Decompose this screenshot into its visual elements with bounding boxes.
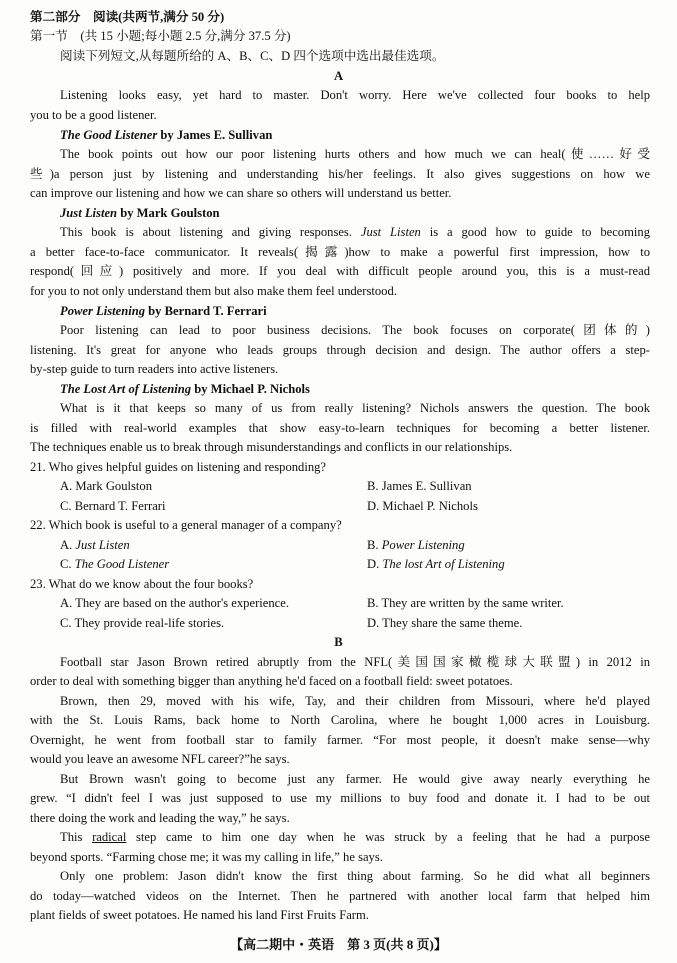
option-text: Just Listen <box>75 538 130 552</box>
passage-b-line: Football star Jason Brown retired abruptly from the NFL(美国国家橄榄球大联盟) in 2012 in <box>60 655 650 669</box>
book-title: Power Listening <box>60 304 146 318</box>
option-letter: A. <box>60 538 76 552</box>
underlined-word: radical <box>92 830 127 844</box>
question-stem: 21. Who gives helpful guides on listening and responding? <box>30 460 327 474</box>
answer-option[interactable] <box>367 536 465 556</box>
question-stem: 22. Which book is useful to a general manager of a company? <box>30 518 342 532</box>
answer-option[interactable] <box>60 536 130 556</box>
passage-b-line: with the St. Louis Rams, back home to North Carolina, where he bought 1,000 acres in Louisburg. <box>30 713 650 727</box>
option-letter: B. <box>367 538 382 552</box>
text-span: is a good how to guide to becoming <box>420 225 650 239</box>
passage-b-line: Only one problem: Jason didn't know the first thing about farming. So he did what all beginners <box>60 869 650 883</box>
book-text-line: can improve our listening and how we can share so others will understand us better. <box>30 186 452 200</box>
page-footer: 【高二期中・英语 第 3 页(共 8 页)】 <box>230 937 447 952</box>
intro-line-1: Listening looks easy, yet hard to master. Don't worry. Here we've collected four books to help <box>60 88 650 102</box>
book-heading <box>60 204 650 224</box>
book-title-inline: Just Listen <box>360 225 421 239</box>
passage-b-line: would you leave an awesome NFL career?”he says. <box>30 752 290 766</box>
passage-b-line: But Brown wasn't going to become just any farmer. He would give away nearly everything he <box>60 772 650 786</box>
passage-b-line <box>60 828 650 848</box>
passage-b-line: Brown, then 29, moved with his wife, Tay, and their children from Missouri, where he'd played <box>60 694 650 708</box>
book-text-line: by-step guide to turn readers into active listeners. <box>30 362 279 376</box>
book-heading <box>60 302 650 322</box>
book-text-line: respond(回应) positively and more. If you deal with difficult people around you, this is a must-read <box>30 264 650 278</box>
book-title: The Good Listener <box>60 128 158 142</box>
answer-option[interactable] <box>60 555 169 575</box>
option-letter: D. <box>367 557 383 571</box>
passage-b-line: grew. “I didn't feel I was just supposed to use my millions to buy food and donate it. I had to be out <box>30 791 650 805</box>
option-text: Power Listening <box>381 538 465 552</box>
passage-b-line: Overnight, he went from football star to family farmer. “For most people, it doesn't make sense—why <box>30 733 650 747</box>
book-author: by James E. Sullivan <box>157 128 273 142</box>
part-heading: 第二部分 阅读(共两节,满分 50 分) <box>30 10 225 24</box>
answer-option[interactable]: C. Bernard T. Ferrari <box>60 499 166 513</box>
passage-b-letter: B <box>334 635 343 649</box>
question-stem: 23. What do we know about the four books? <box>30 577 254 591</box>
book-text-line: is filled with real-world examples that show easy-to-learn techniques for becoming a better listener. <box>30 421 650 435</box>
section-heading: 第一节 (共 15 小题;每小题 2.5 分,满分 37.5 分) <box>30 29 291 43</box>
book-heading <box>60 380 650 400</box>
book-heading <box>60 126 650 146</box>
answer-option[interactable]: A. Mark Goulston <box>60 479 152 493</box>
book-text-line: a better face-to-face communicator. It reveals(揭露)how to make a powerful first impression, how to <box>30 245 650 259</box>
answer-option[interactable]: D. Michael P. Nichols <box>367 499 478 513</box>
book-text-line <box>60 223 650 243</box>
passage-a-letter: A <box>333 69 344 83</box>
book-text-line: The techniques enable us to break through misunderstandings and conflicts in our relationships. <box>30 440 513 454</box>
intro-line-2: you to be a good listener. <box>30 108 157 122</box>
text-span: step came to him one day when he was struck by a feeling that he had a purpose <box>126 830 650 844</box>
answer-option[interactable]: B. James E. Sullivan <box>367 479 472 493</box>
answer-option[interactable]: B. They are written by the same writer. <box>367 596 564 610</box>
option-text: The Good Listener <box>74 557 170 571</box>
answer-option[interactable]: A. They are based on the author's experience. <box>60 596 289 610</box>
book-author: by Mark Goulston <box>117 206 220 220</box>
text-span: This <box>60 830 93 844</box>
book-text-line: 些)a person just by listening and understanding his/her feelings. It also gives suggestions on how we <box>30 167 650 181</box>
answer-option[interactable] <box>367 555 505 575</box>
instruction: 阅读下列短文,从每题所给的 A、B、C、D 四个选项中选出最佳选项。 <box>60 49 445 63</box>
book-text-line: What is it that keeps so many of us from really listening? Nichols answers the question. The book <box>60 401 650 415</box>
passage-b-line: beyond sports. “Farming chose me; it was my calling in life,” he says. <box>30 850 383 864</box>
book-text-line: The book points out how our poor listening hurts others and how much we can heal(使……好受 <box>60 147 650 161</box>
book-author: by Bernard T. Ferrari <box>145 304 267 318</box>
answer-option[interactable]: C. They provide real-life stories. <box>60 616 225 630</box>
book-text-line: listening. It's great for anyone who leads groups through decision and design. The author offers a step- <box>30 343 650 357</box>
text-span: This book is about listening and giving responses. <box>60 225 361 239</box>
book-title: The Lost Art of Listening <box>60 382 192 396</box>
book-author: by Michael P. Nichols <box>191 382 310 396</box>
passage-b-line: there doing the work and leading the way,” he says. <box>30 811 290 825</box>
passage-b-line: do today—watched videos on the Internet. Then he partnered with another local farm that helped him <box>30 889 650 903</box>
book-title: Just Listen <box>60 206 118 220</box>
option-letter: C. <box>60 557 75 571</box>
answer-option[interactable]: D. They share the same theme. <box>367 616 523 630</box>
book-text-line: Poor listening can lead to poor business decisions. The book focuses on corporate(团体的) <box>60 323 650 337</box>
option-text: The lost Art of Listening <box>382 557 505 571</box>
passage-b-line: plant fields of sweet potatoes. He named his land First Fruits Farm. <box>30 908 369 922</box>
passage-b-line: order to deal with something bigger than anything he'd faced on a football field: sweet potatoes. <box>30 674 513 688</box>
book-text-line: for you to not only understand them but also make them feel understood. <box>30 284 397 298</box>
